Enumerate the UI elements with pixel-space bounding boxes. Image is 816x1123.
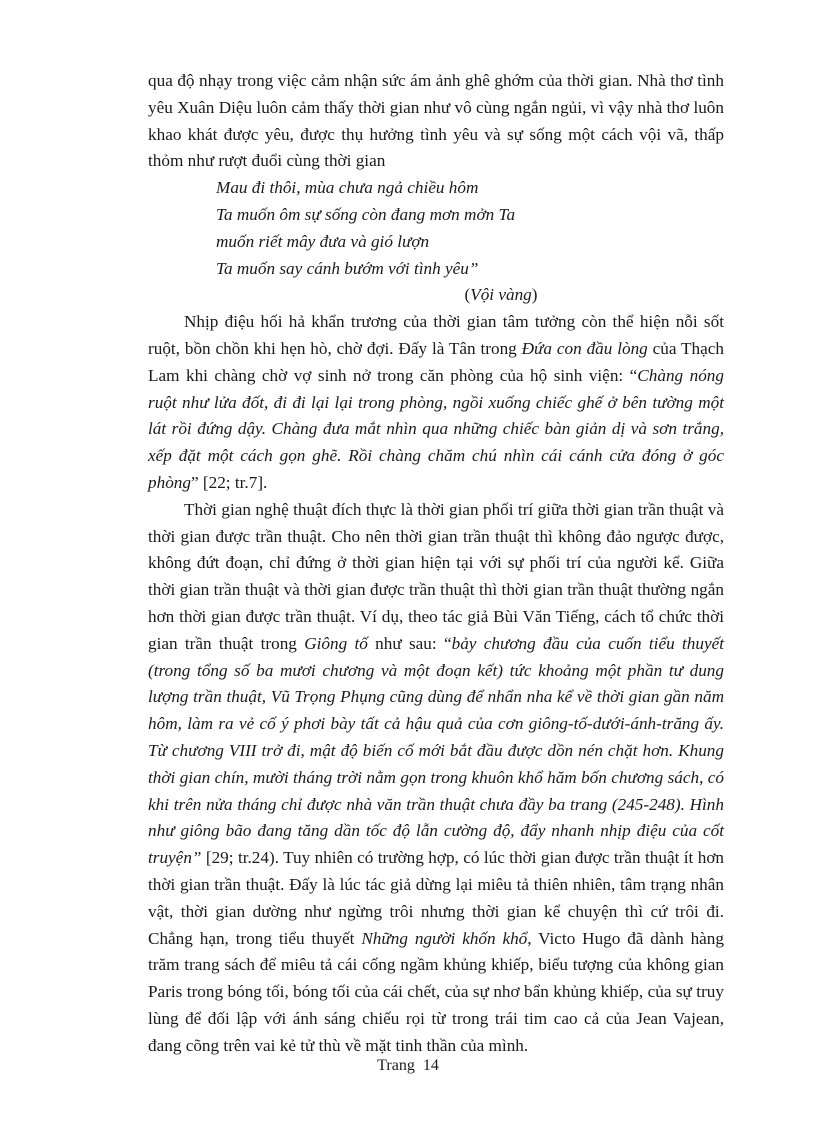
poem-source-close: ) (531, 285, 538, 305)
paragraph-2 (148, 309, 724, 497)
page-footer (0, 1057, 816, 1075)
paragraph-3-text-a: Thời gian nghệ thuật đích thực là thời gian phối trí giữa thời gian trần thuật và thời gian được trần thuật. Cho nên thời gian trần thuật thì không đảo ngược được, không đứt đoạn, chỉ đứng ở thời gian hiện tại với sự phối trí của người kể. Giữa thời gian trần thuật và thời gian được trần thuật thì thời gian trần thuật thường ngắn hơn thời gian được trần thuật. Ví dụ, theo tác giả Bùi Văn Tiếng, cách tổ chức thời gian trần thuật trong (148, 499, 724, 653)
paragraph-3-text-c: [29; tr.24). Tuy nhiên có trường hợp, có lúc thời gian được trần thuật ít hơn thời gian trần thuật. Đấy là lúc tác giả dừng lại miêu tả thiên nhiên, tâm trạng nhân vật, thời gian dường như ngừng trôi nhưng thời gian kể chuyện thì cứ trôi đi. Chẳng hạn, trong tiểu thuyết (148, 848, 724, 948)
page-number-label: Trang (377, 1057, 415, 1074)
poem-source-open: ( (464, 285, 471, 305)
paragraph-3-text-d: , Victo Hugo đã dành hàng trăm trang sách để miêu tả cái cống ngầm khủng khiếp, biểu tượng của không gian Paris trong bóng tối, bóng tối của cái chết, của sự nhơ bẩn khủng khiếp, của sự truy lùng để đối lập với ánh sáng chiếu rọi từ trong trái tim cao cả của Jean Vajean, đang cõng trên vai kẻ tử thù về mặt tinh thần của mình. (148, 928, 724, 1055)
paragraph-2-text-a: Nhịp điệu hối hả khẩn trương của thời gian tâm tưởng còn thể hiện nỗi sốt ruột, bồn chồn khi hẹn hò, chờ đợi. Đấy là Tân trong (148, 312, 724, 358)
poem-source (148, 282, 724, 309)
paragraph-3-work-title-2: Những người khốn khổ (361, 928, 528, 948)
poem-line-3: muốn riết mây đưa và gió lượn (216, 231, 430, 251)
page-number: 14 (422, 1057, 439, 1074)
paragraph-3-work-title: Giông tố (304, 633, 368, 653)
page-body (148, 68, 724, 1059)
paragraph-3-text-b: như sau: “ (367, 633, 452, 653)
poem-line-2: Ta muốn ôm sự sống còn đang mơn mởn Ta (216, 204, 516, 224)
poem-line-1: Mau đi thôi, mùa chưa ngả chiều hôm (216, 178, 479, 198)
paragraph-3 (148, 497, 724, 1060)
paragraph-2-text-b: của Thạch Lam khi chàng chờ vợ sinh nở trong căn phòng của hộ sinh viện: “ (148, 338, 724, 385)
poem-source-title: Vội vàng (470, 285, 532, 305)
paragraph-1: qua độ nhạy trong việc cảm nhận sức ám ảnh ghê ghớm của thời gian. Nhà thơ tình yêu Xuân Diệu luôn cảm thấy thời gian như vô cùng ngắn ngủi, vì vậy nhà thơ luôn khao khát được yêu, được thụ hưởng tình yêu và sự sống một cách vội vã, thấp thỏm như rượt đuổi cùng thời gian (148, 71, 724, 171)
poem-stanza (216, 175, 724, 282)
paragraph-3-quote: bảy chương đầu của cuốn tiểu thuyết (trong tổng số ba mươi chương và một đoạn kết) tức khoảng một phần tư dung lượng trần thuật, Vũ Trọng Phụng cũng dùng để nhẩn nha kể về thời gian gần năm hôm, làm ra vẻ cố ý phơi bày tất cả hậu quả của cơn giông-tố-dưới-ánh-trăng ấy. Từ chương VIII trở đi, mật độ biến cố mới bắt đầu được dồn nén chặt hơn. Khung thời gian chín, mười tháng trời nằm gọn trong khuôn khổ hăm bốn chương sách, có khi trên nửa tháng chỉ được nhà văn trần thuật chưa đầy ba trang (245-248). Hình như giông bão đang tăng dần tốc độ lẫn cường độ, đẩy nhanh nhịp điệu của cốt truyện” (148, 633, 724, 868)
paragraph-2-work-title: Đứa con đầu lòng (521, 338, 648, 358)
poem-line-4: Ta muốn say cánh bướm với tình yêu” (216, 258, 479, 278)
paragraph-2-text-c: ” [22; tr.7]. (190, 472, 268, 492)
paragraph-2-quote: Chàng nóng ruột như lửa đốt, đi đi lại lại trong phòng, ngồi xuống chiếc ghế ở bên tường một lát rồi đứng dậy. Chàng đưa mắt nhìn qua những chiếc bàn giản dị và sơn trắng, xếp đặt một cách gọn ghẽ. Rồi chàng chăm chú nhìn cái cánh cửa đóng ở góc phòng (148, 365, 724, 492)
